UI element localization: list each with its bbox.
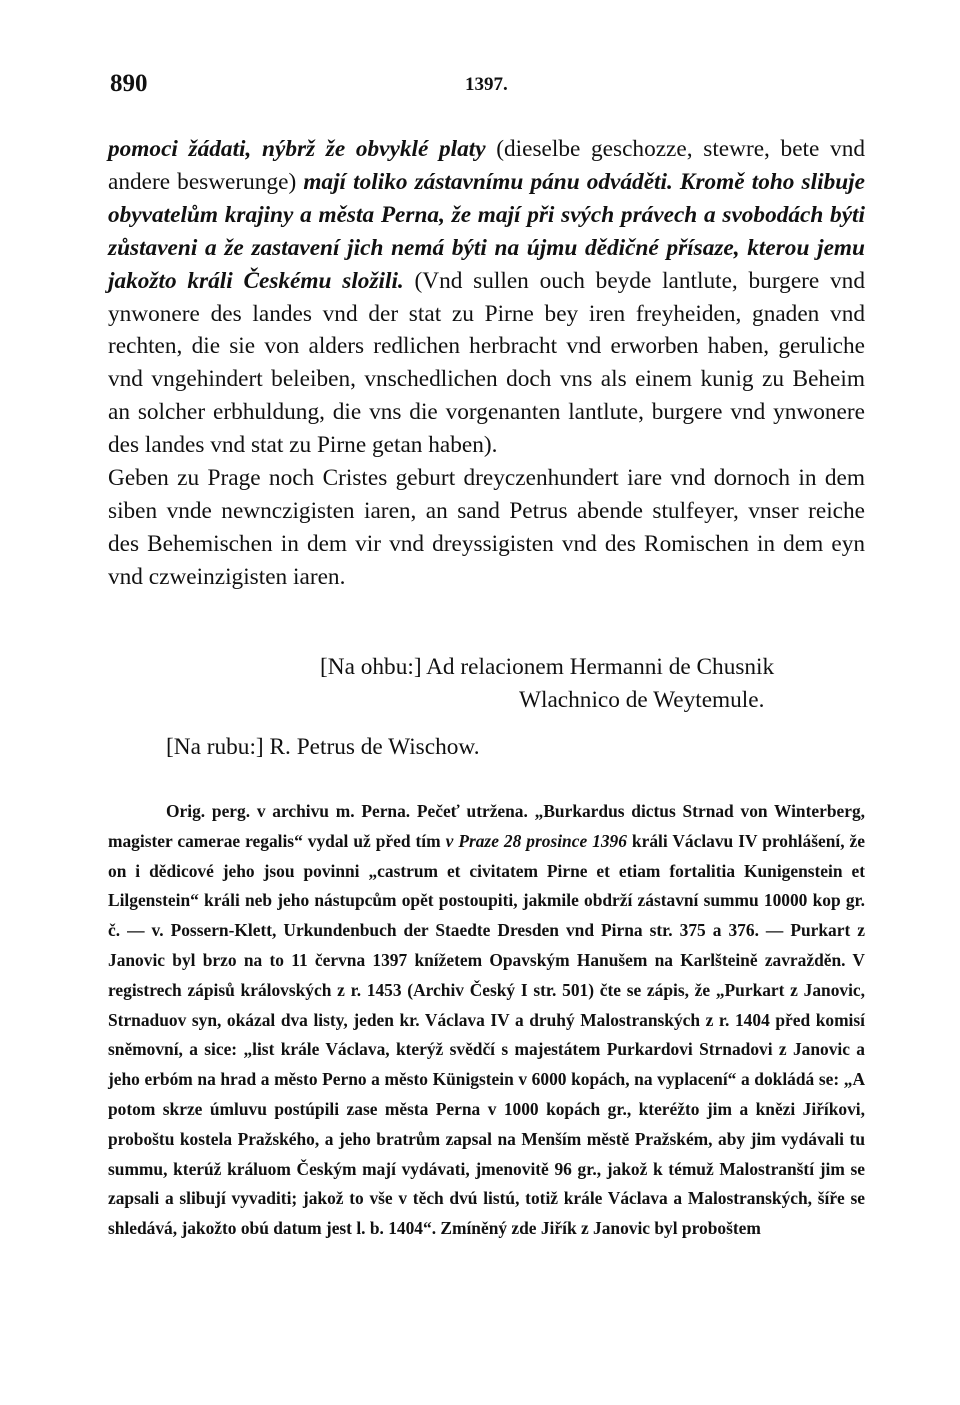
page-header (110, 70, 865, 104)
czech-summary-text: pomoci žádati, nýbrž že obvyklé platy (108, 136, 486, 162)
endorsement-rubu: [Na rubu:] R. Petrus de Wischow. (166, 734, 480, 760)
endorsement-ohbu (320, 651, 865, 717)
german-quoted-text: (Vnd sullen ouch beyde lantlute, burgere vnd ynwonere des landes vnd der stat zu Pirne bey iren freyheiden, gnaden vnd rechten, die sie von alders redlichen herbracht vnd erworben haben, geruliche vnd vngehindert beleiben, vnschedlichen doch vns als einem kunig zu Beheim an solcher erbhuldung, die vns die vorgenanten lantlute, burgere vnd ynwonere des landes vnd stat zu Pirne getan haben). (108, 267, 865, 459)
editorial-notes (108, 797, 865, 1244)
running-head-year: 1397. (465, 74, 508, 95)
note-text: Orig. perg. v archivu m. Perna. Pečeť utržena. „Burkardus dictus Strnad von Winterberg, magister camerae regalis“ vydal už před tím (108, 801, 865, 851)
note-text: králi Václavu IV prohlášení, že on i dědicové jeho jsou povinni „castrum et civitatem Pirne et etiam fortalitia Kunigenstein et Lilgenstein“ králi neb jeho nástupcům opět postoupiti, jakmile obdrží zástavní summu 10000 kop gr. č. — v. Possern-Klett, Urkundenbuch der Staedte Dresden vnd Pirna str. 375 a 376. — Purkart z Janovic byl brzo na to 11 června 1397 knížetem Opavským Hanušem na Karlšteině zavražděn. V registrech zápisů královských z r. 1453 (Archiv Český I str. 501) čte se zápis, že „Purkart z Janovic, Strnaduov syn, okázal dva listy, jeden kr. Václava IV a druhý Malostranských z r. 1404 před komisí sněmovní, a sice: „list krále Václava, kterýž svědčí s majestátem Purkardovi Strnadovi z Janovic a jeho erbóm na hrad a město Perno a město Künigstein v 6000 kopách, na vyplacení“ a dokládá se: „A potom skrze úmluvu postúpili zase města Perna v 1000 kopách gr., kteréžto jim a knězi Jiříkovi, proboštu kostela Pražského, a jeho bratrům zapsal na Menším městě Pražském, aby jim vydávali tu summu, kterúž králuom Českým mají vydávati, jmenovitě 96 gr., jakož k témuž Malostranští jim se zapsali a slibují vyvaditi; jakož to vše v těch dvú listú, totiž krále Václava a Malostranských, šíře se shledává, jakožto obú datum jest l. b. 1404“. Zmíněný zde Jiřík z Janovic byl proboštem (108, 830, 865, 1239)
endorsement-ohbu-line1: [Na ohbu:] Ad relacionem Hermanni de Chusnik (320, 654, 775, 680)
paragraph-charter-text (108, 133, 865, 462)
page-number: 890 (110, 70, 148, 97)
note-italic-date: v Praze 28 prosince 1396 (445, 830, 627, 851)
czech-summary-text: mají toliko zástavnímu pánu odváděti. Kromě toho slibuje obyvatelům krajiny a města Perna, že mají při svých právech a svobodách býti zůstaveni a že zastavení jich nemá býti na újmu dědičné přísaze, kterou jemu jakožto králi Českému složili. (108, 168, 865, 294)
german-quoted-text: (dieselbe geschozze, stewre, bete vnd andere beswerunge) (108, 136, 865, 195)
main-text (108, 133, 865, 594)
paragraph-dating-clause: Geben zu Prage noch Cristes geburt dreyczenhundert iare vnd dornoch in dem siben vnde newnczigisten iaren, an sand Petrus abende stulfeyer, vnser reiche des Behemischen in dem vir vnd dreyssigisten vnd des Romischen in dem eyn vnd czweinzigisten iaren. (108, 465, 865, 590)
endorsement-ohbu-line2: Wlachnico de Weytemule. (519, 687, 765, 713)
